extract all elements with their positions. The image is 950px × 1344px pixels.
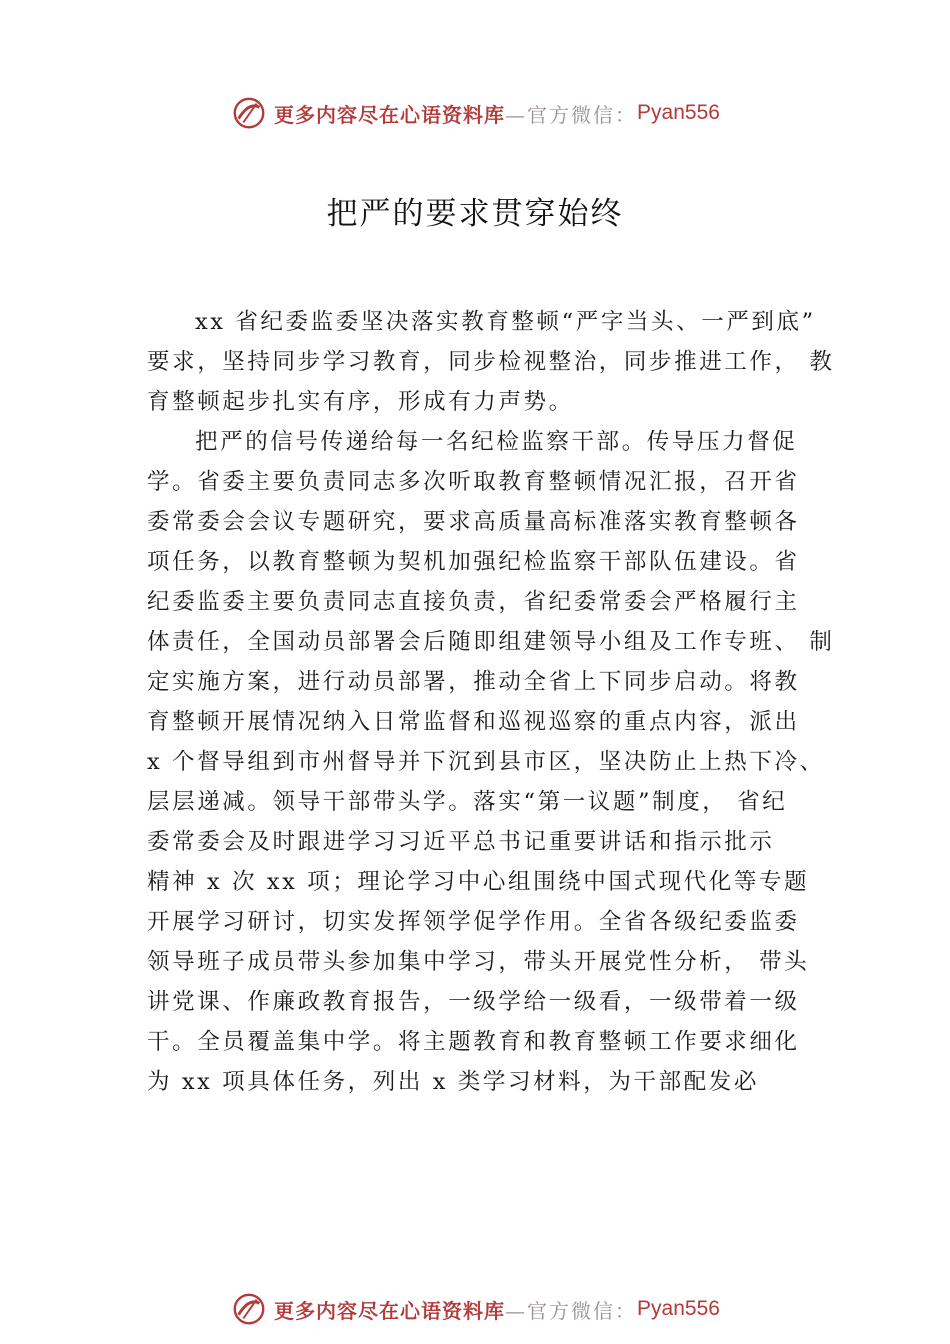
body-line: 项任务，以教育整顿为契机加强纪检监察干部队伍建设。省 (147, 549, 800, 575)
body-line: 领导班子成员带头参加集中学习，带头开展党性分析， 带头 (147, 949, 810, 975)
body-line: 委常委会会议专题研究，要求高质量高标准落实教育整顿各 (147, 509, 800, 535)
body-line: 学。省委主要负责同志多次听取教育整顿情况汇报，召开省 (147, 469, 800, 495)
logo-icon (230, 94, 268, 132)
body-line: 体责任，全国动员部署会后随即组建领导小组及工作专班、 制 (147, 629, 835, 655)
body-line: 开展学习研讨，切实发挥领学促学作用。全省各级纪委监委 (147, 909, 800, 935)
body-line: 层层递减。领导干部带头学。落实“第一议题”制度， 省纪 (147, 789, 788, 815)
body-line: 委常委会及时跟进学习习近平总书记重要讲话和指示批示 (147, 829, 775, 855)
body-line: 育整顿开展情况纳入日常监督和巡视巡察的重点内容，派出 (147, 709, 800, 735)
watermark-grey-text: —官方微信： (505, 1298, 638, 1323)
body-line: 把严的信号传递给每一名纪检监察干部。传导压力督促 (195, 429, 798, 455)
body-line: 育整顿起步扎实有序，形成有力声势。 (147, 389, 574, 415)
body-line: x 个督导组到市州督导并下沉到县市区，坚决防止上热下冷、 (147, 749, 825, 775)
body-line: 精神 x 次 xx 项；理论学习中心组围绕中国式现代化等专题 (147, 869, 810, 895)
body-line: 干。全员覆盖集中学。将主题教育和教育整顿工作要求细化 (147, 1029, 800, 1055)
logo-icon (230, 1290, 268, 1328)
body-line: 讲党课、作廉政教育报告，一级学给一级看，一级带着一级 (147, 989, 800, 1015)
document-title: 把严的要求贯穿始终 (326, 196, 624, 232)
watermark-wechat-id: Pyan556 (637, 1297, 720, 1320)
watermark-red-text: 更多内容尽在心语资料库 (274, 1298, 506, 1323)
body-line: 定实施方案，进行动员部署，推动全省上下同步启动。将教 (147, 669, 800, 695)
watermark-grey-text: —官方微信： (505, 102, 638, 127)
body-line: xx 省纪委监委坚决落实教育整顿“严字当头、一严到底” (195, 309, 816, 335)
top-watermark-banner (0, 93, 950, 133)
body-line: 为 xx 项具体任务，列出 x 类学习材料，为干部配发必 (147, 1069, 759, 1095)
bottom-watermark-banner (0, 1289, 950, 1329)
watermark-red-text: 更多内容尽在心语资料库 (274, 102, 506, 127)
body-line: 纪委监委主要负责同志直接负责，省纪委常委会严格履行主 (147, 589, 800, 615)
body-line: 要求，坚持同步学习教育，同步检视整治，同步推进工作， 教 (147, 349, 835, 375)
watermark-wechat-id: Pyan556 (637, 101, 720, 124)
